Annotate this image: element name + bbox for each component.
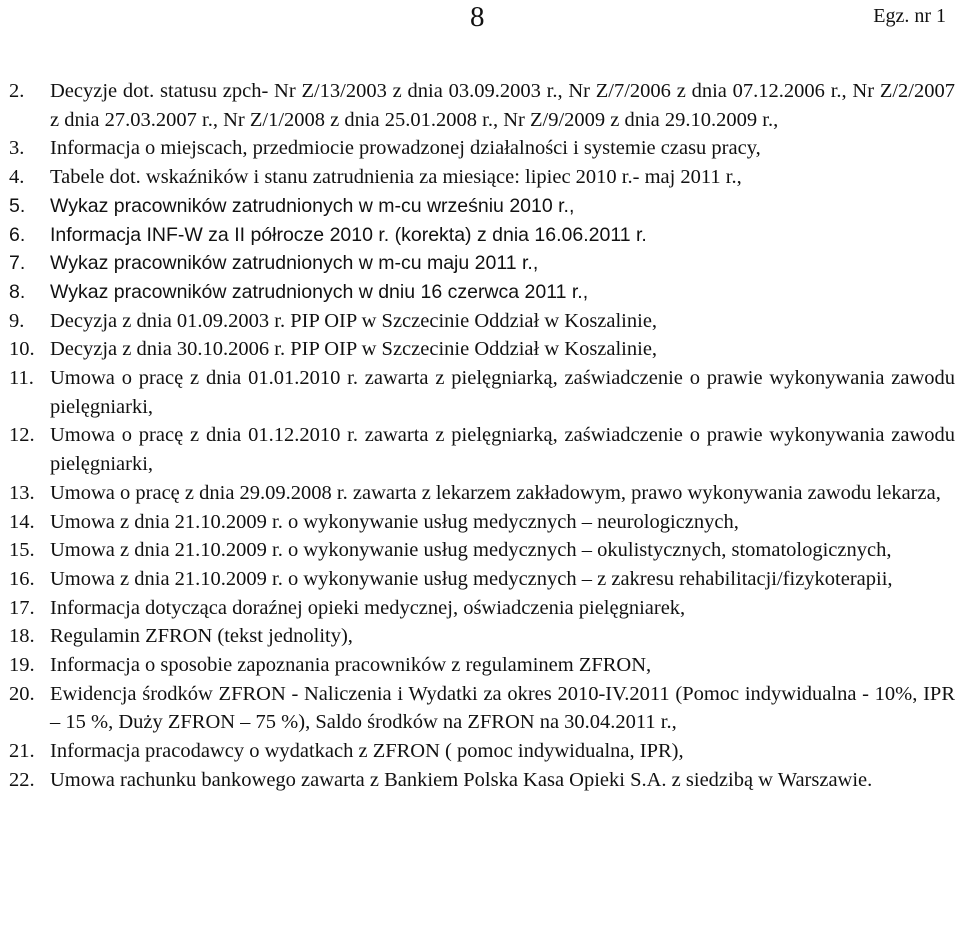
list-item bbox=[9, 594, 955, 623]
item-text: Umowa o pracę z dnia 01.12.2010 r. zawarta z pielęgniarką, zaświadczenie o prawie wykonywania zawodu pielęgniarki, bbox=[50, 424, 955, 476]
item-number: 4. bbox=[9, 166, 25, 189]
item-text: Informacja pracodawcy o wydatkach z ZFRON ( pomoc indywidualna, IPR), bbox=[50, 740, 684, 763]
item-text: Wykaz pracowników zatrudnionych w m-cu maju 2011 r., bbox=[50, 252, 539, 275]
item-number: 5. bbox=[9, 194, 26, 217]
list-item bbox=[9, 536, 955, 565]
item-text: Informacja o miejscach, przedmiocie prowadzonej działalności i systemie czasu pracy, bbox=[50, 137, 761, 160]
item-text: Decyzje dot. statusu zpch- Nr Z/13/2003 z dnia 03.09.2003 r., Nr Z/7/2006 z dnia 07.12.2006 r., Nr Z/2/2007 z dnia 27.03.2007 r., Nr Z/1/2008 z dnia 25.01.2008 r., Nr Z/9/2009 z dnia 29.10.2009 r., bbox=[50, 80, 955, 131]
item-number: 6. bbox=[9, 223, 26, 246]
item-text: Decyzja z dnia 30.10.2006 r. PIP OIP w Szczecinie Oddział w Koszalinie, bbox=[50, 338, 658, 361]
list-item bbox=[9, 622, 955, 651]
item-number: 3. bbox=[9, 137, 25, 160]
attachment-list bbox=[9, 77, 955, 795]
list-item bbox=[9, 651, 955, 680]
list-item bbox=[9, 335, 955, 364]
item-text: Ewidencja środków ZFRON - Naliczenia i Wydatki za okres 2010-IV.2011 (Pomoc indywidualna - 10%, IPR – 15 %, Duży ZFRON – 75 %), Saldo środków na ZFRON na 30.04.2011 r., bbox=[50, 682, 955, 734]
list-item bbox=[9, 680, 955, 737]
item-text: Umowa rachunku bankowego zawarta z Bankiem Polska Kasa Opieki S.A. z siedzibą w Warszawie. bbox=[50, 768, 873, 791]
copy-label: Egz. nr 1 bbox=[873, 5, 946, 27]
list-item bbox=[9, 421, 955, 478]
list-item bbox=[9, 163, 955, 192]
item-number: 7. bbox=[9, 252, 26, 275]
item-number: 19. bbox=[9, 654, 35, 677]
item-number: 17. bbox=[9, 596, 35, 619]
item-number: 13. bbox=[9, 481, 35, 504]
item-text: Informacja o sposobie zapoznania pracowników z regulaminem ZFRON, bbox=[50, 654, 652, 677]
item-number: 21. bbox=[9, 740, 35, 763]
item-text: Umowa z dnia 21.10.2009 r. o wykonywanie usług medycznych – okulistycznych, stomatologicznych, bbox=[50, 539, 892, 562]
item-text: Decyzja z dnia 01.09.2003 r. PIP OIP w Szczecinie Oddział w Koszalinie, bbox=[50, 309, 658, 332]
page-number: 8 bbox=[470, 1, 485, 33]
item-number: 12. bbox=[9, 424, 35, 447]
item-number: 2. bbox=[9, 80, 25, 102]
list-item bbox=[9, 565, 955, 594]
item-number: 8. bbox=[9, 280, 26, 303]
list-item bbox=[9, 249, 955, 278]
item-text: Umowa z dnia 21.10.2009 r. o wykonywanie usług medycznych – z zakresu rehabilitacji/fizykoterapii, bbox=[50, 567, 893, 590]
list-item bbox=[9, 192, 955, 221]
list-item bbox=[9, 766, 955, 795]
list-item bbox=[9, 221, 955, 250]
item-text: Umowa o pracę z dnia 29.09.2008 r. zawarta z lekarzem zakładowym, prawo wykonywania zawodu lekarza, bbox=[50, 481, 941, 504]
item-text: Tabele dot. wskaźników i stanu zatrudnienia za miesiące: lipiec 2010 r.- maj 2011 r., bbox=[50, 166, 742, 189]
item-number: 9. bbox=[9, 309, 25, 332]
list-item bbox=[9, 307, 955, 336]
item-number: 18. bbox=[9, 625, 35, 648]
list-item bbox=[9, 77, 955, 134]
list-item bbox=[9, 479, 955, 508]
item-number: 11. bbox=[9, 367, 34, 390]
item-number: 15. bbox=[9, 539, 35, 562]
list-item bbox=[9, 278, 955, 307]
item-text: Informacja INF-W za II półrocze 2010 r. (korekta) z dnia 16.06.2011 r. bbox=[50, 223, 647, 246]
list-item bbox=[9, 508, 955, 537]
item-number: 14. bbox=[9, 510, 35, 533]
item-number: 10. bbox=[9, 338, 35, 361]
list-item bbox=[9, 134, 955, 163]
list-item bbox=[9, 737, 955, 766]
item-text: Wykaz pracowników zatrudnionych w m-cu wrześniu 2010 r., bbox=[50, 194, 575, 217]
item-number: 20. bbox=[9, 682, 35, 705]
item-text: Umowa z dnia 21.10.2009 r. o wykonywanie usług medycznych – neurologicznych, bbox=[50, 510, 739, 533]
item-text: Informacja dotycząca doraźnej opieki medycznej, oświadczenia pielęgniarek, bbox=[50, 596, 686, 619]
item-text: Wykaz pracowników zatrudnionych w dniu 16 czerwca 2011 r., bbox=[50, 280, 589, 303]
item-number: 22. bbox=[9, 768, 35, 791]
item-text: Umowa o pracę z dnia 01.01.2010 r. zawarta z pielęgniarką, zaświadczenie o prawie wykonywania zawodu pielęgniarki, bbox=[50, 367, 955, 418]
item-number: 16. bbox=[9, 567, 35, 590]
list-item bbox=[9, 364, 955, 421]
item-text: Regulamin ZFRON (tekst jednolity), bbox=[50, 625, 353, 648]
